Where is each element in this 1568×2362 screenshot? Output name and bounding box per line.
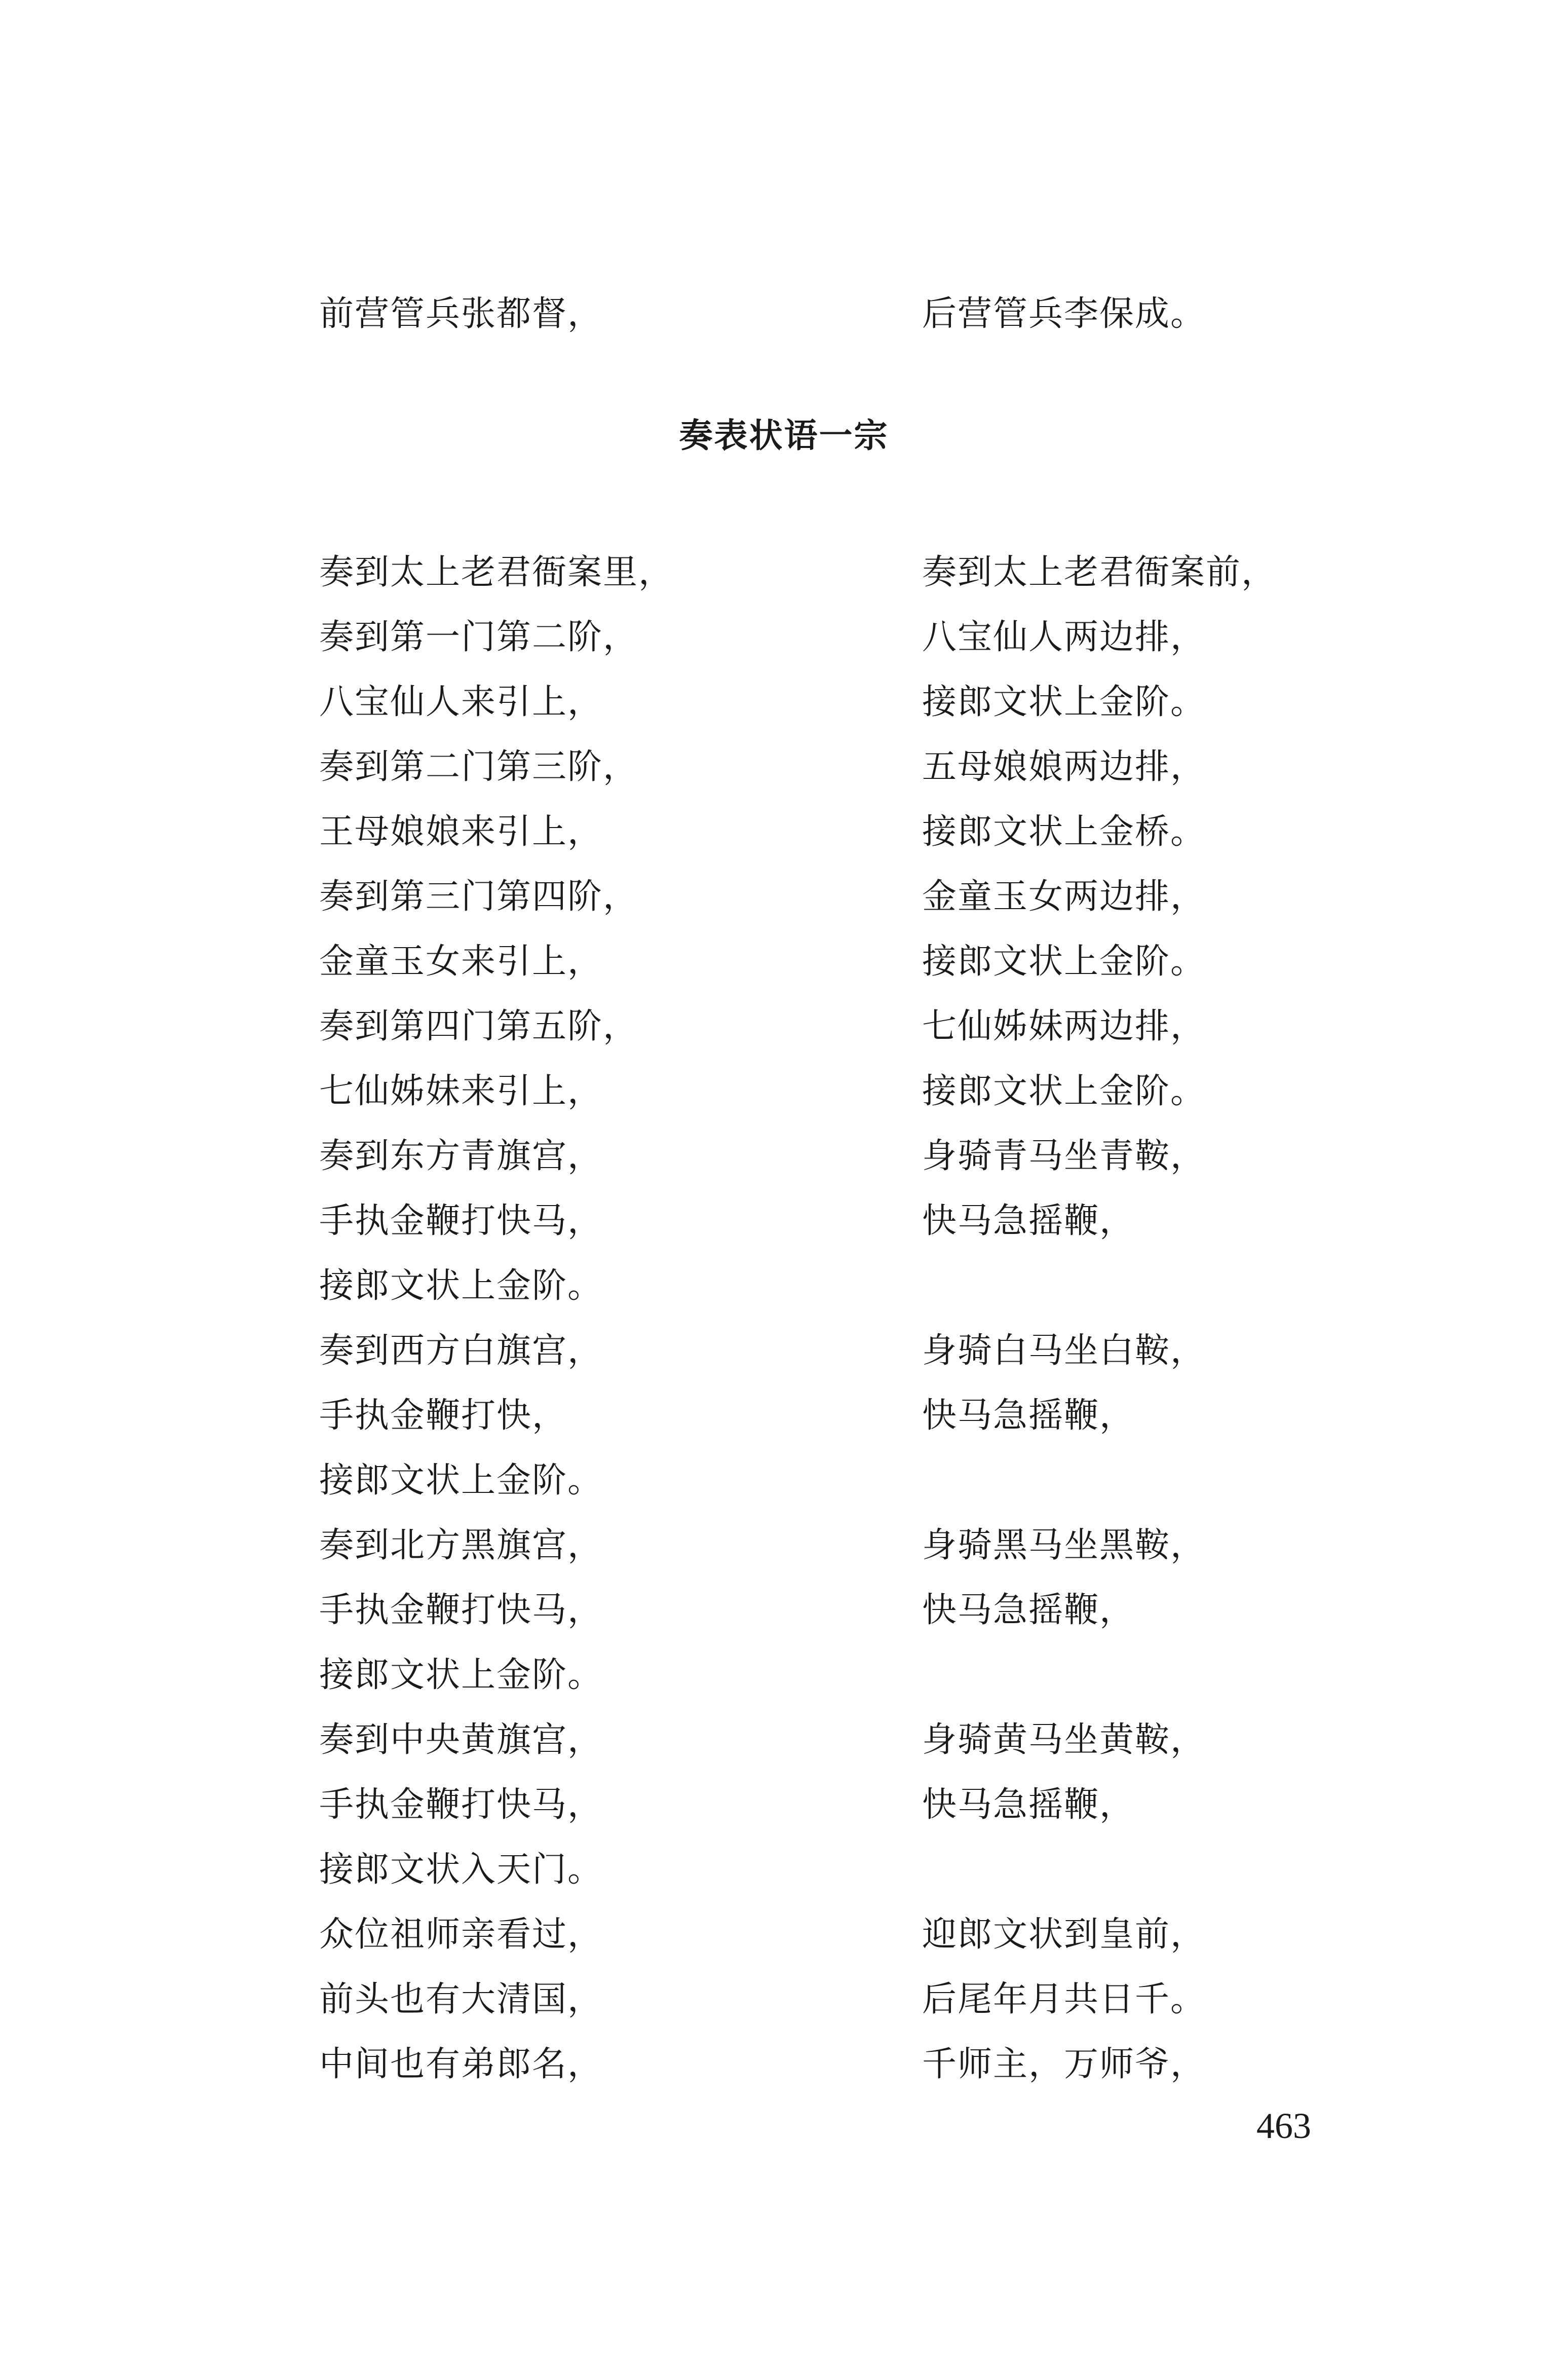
verse-right: 身骑青马坐青鞍， <box>922 1136 1206 1176</box>
verse-left: 七仙姊妹来引上， <box>319 1071 603 1111</box>
verse-left: 手执金鞭打快马， <box>319 1785 603 1825</box>
verse-line <box>0 1331 1568 1371</box>
page-number: 463 <box>1256 2106 1311 2146</box>
verse-line <box>0 1460 1568 1501</box>
verse-right: 迎郎文状到皇前， <box>922 1915 1206 1955</box>
verse-right: 奏到太上老君衙案前， <box>922 552 1277 592</box>
verse-line <box>0 617 1568 658</box>
verse-right: 七仙姊妹两边排， <box>922 1006 1206 1046</box>
verse-right: 身骑白马坐白鞍， <box>922 1331 1206 1371</box>
verse-left: 八宝仙人来引上， <box>319 682 603 722</box>
verse-line <box>0 1655 1568 1696</box>
verse-line <box>0 942 1568 982</box>
verse-left: 接郎文状上金阶。 <box>319 1266 603 1306</box>
verse-line <box>0 877 1568 917</box>
verse-right: 金童玉女两边排， <box>922 877 1206 917</box>
verse-line <box>0 1915 1568 1955</box>
verse-left: 金童玉女来引上， <box>319 942 603 982</box>
verse-left: 接郎文状上金阶。 <box>319 1460 603 1501</box>
verse-right: 五母娘娘两边排， <box>922 747 1206 787</box>
verse-left: 手执金鞭打快马， <box>319 1590 603 1630</box>
verse-right: 千师主，万师爷， <box>922 2044 1206 2084</box>
verse-right: 快马急摇鞭， <box>922 1785 1135 1825</box>
verse-line <box>0 1720 1568 1760</box>
verse-line <box>0 1201 1568 1242</box>
verse-right: 接郎文状上金桥。 <box>922 812 1206 852</box>
top-couplet <box>0 294 1568 334</box>
verse-left: 奏到北方黑旗宫， <box>319 1525 603 1565</box>
verse-left: 奏到太上老君衙案里， <box>319 552 674 592</box>
verse-line <box>0 1396 1568 1436</box>
verse-left: 中间也有弟郎名， <box>319 2044 603 2084</box>
verse-right: 快马急摇鞭， <box>922 1396 1135 1436</box>
section-title: 奏表状语一宗 <box>679 416 889 455</box>
verse-right: 后尾年月共日千。 <box>922 1979 1206 2019</box>
verse-left: 王母娘娘来引上， <box>319 812 603 852</box>
verse-right: 快马急摇鞭， <box>922 1201 1135 1241</box>
verse-left: 接郎文状入天门。 <box>319 1850 603 1890</box>
verse-left: 奏到第一门第二阶， <box>319 617 639 657</box>
verse-line <box>0 2044 1568 2085</box>
verse-left: 众位祖师亲看过， <box>319 1915 603 1955</box>
verse-left: 接郎文状上金阶。 <box>319 1655 603 1695</box>
verse-line <box>0 1590 1568 1631</box>
verse-left: 奏到东方青旗宫， <box>319 1136 603 1176</box>
verse-line <box>0 1266 1568 1306</box>
verse-line <box>0 1979 1568 2020</box>
verse-line <box>0 747 1568 788</box>
verse-right: 接郎文状上金阶。 <box>922 942 1206 982</box>
verse-left: 奏到第三门第四阶， <box>319 877 639 917</box>
verse-left: 奏到西方白旗宫， <box>319 1331 603 1371</box>
top-couplet-right: 后营管兵李保成。 <box>922 294 1206 334</box>
verse-right: 快马急摇鞭， <box>922 1590 1135 1630</box>
verse-line <box>0 1136 1568 1177</box>
verse-right: 身骑黄马坐黄鞍， <box>922 1720 1206 1760</box>
verse-left: 手执金鞭打快马， <box>319 1201 603 1241</box>
verse-line <box>0 1071 1568 1112</box>
verse-line <box>0 1850 1568 1890</box>
verse-left: 奏到第二门第三阶， <box>319 747 639 787</box>
verse-left: 手执金鞭打快， <box>319 1396 568 1436</box>
verse-line <box>0 1006 1568 1047</box>
verse-right: 接郎文状上金阶。 <box>922 1071 1206 1111</box>
verse-right: 接郎文状上金阶。 <box>922 682 1206 722</box>
verse-line <box>0 682 1568 723</box>
verse-right: 身骑黑马坐黑鞍， <box>922 1525 1206 1565</box>
verse-line <box>0 552 1568 593</box>
top-couplet-left: 前营管兵张都督， <box>319 294 603 334</box>
verse-line <box>0 1525 1568 1566</box>
verse-left: 奏到第四门第五阶， <box>319 1006 639 1046</box>
verse-line <box>0 1785 1568 1825</box>
verse-line <box>0 812 1568 852</box>
verse-left: 奏到中央黄旗宫， <box>319 1720 603 1760</box>
verse-right: 八宝仙人两边排， <box>922 617 1206 657</box>
verse-left: 前头也有大清国， <box>319 1979 603 2019</box>
